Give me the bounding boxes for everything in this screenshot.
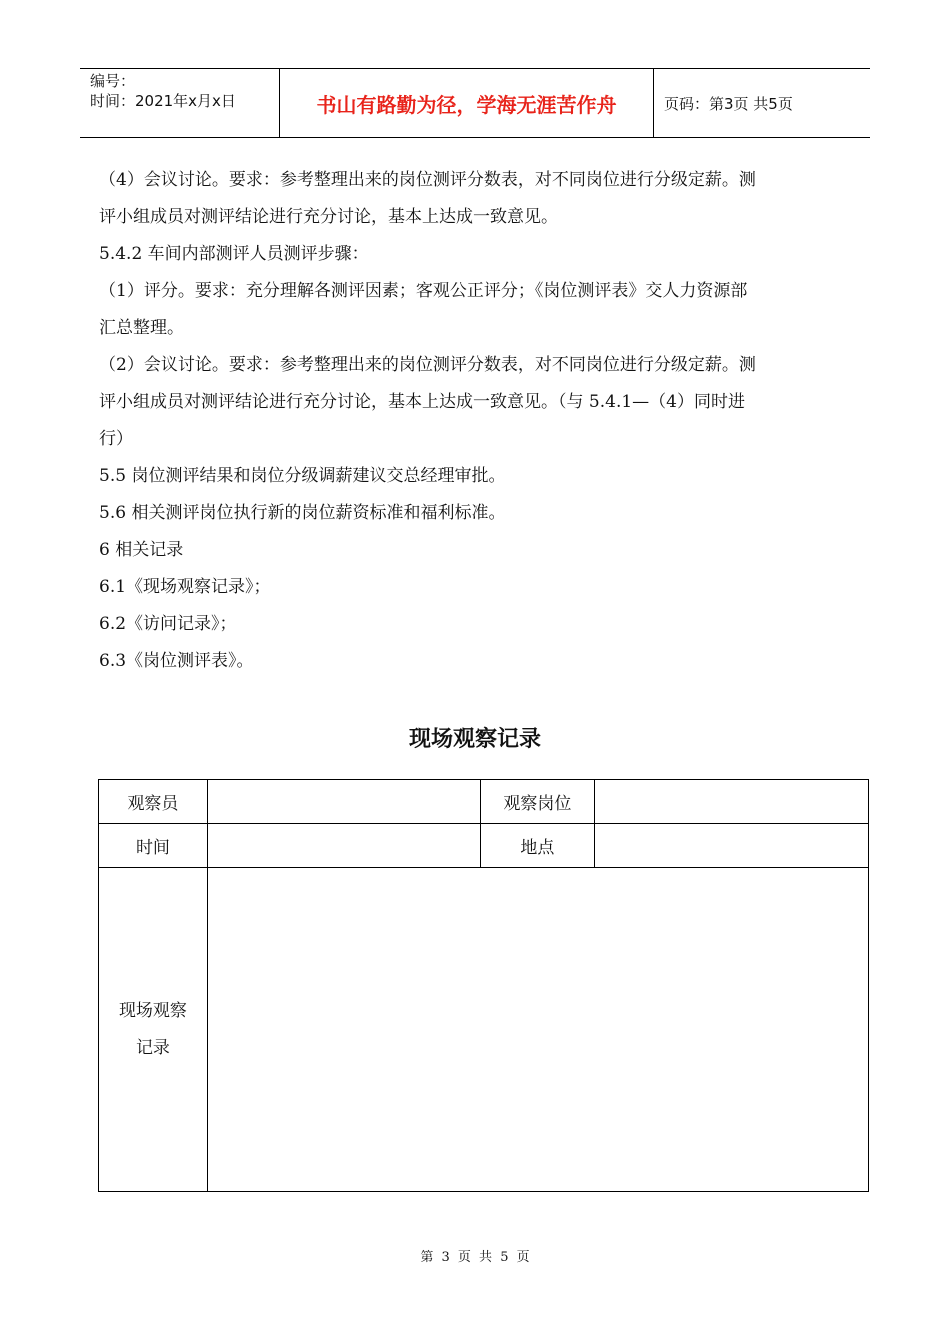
table-row: [99, 868, 869, 1192]
observer-value-cell[interactable]: [207, 780, 480, 824]
page-footer: 第 3 页 共 5 页: [420, 1250, 530, 1265]
table-row: [99, 824, 869, 868]
time-value-cell[interactable]: [207, 824, 480, 868]
observation-table: [98, 779, 869, 1192]
location-label: 地点: [480, 824, 595, 868]
paragraph-line: 汇总整理。: [99, 318, 184, 338]
paragraph-line: （1）评分。要求：充分理解各测评因素；客观公正评分；《岗位测评表》交人力资源部: [99, 281, 748, 301]
paragraph-line: （4）会议讨论。要求：参考整理出来的岗位测评分数表，对不同岗位进行分级定薪。测: [99, 170, 756, 190]
body-text: [99, 162, 859, 680]
paragraph-line: （2）会议讨论。要求：参考整理出来的岗位测评分数表，对不同岗位进行分级定薪。测: [99, 355, 756, 375]
paragraph-line: 行）: [99, 429, 133, 449]
record-label: [99, 868, 208, 1192]
number-label: 编号：: [90, 72, 136, 90]
paragraph-line: 6 相关记录: [99, 540, 184, 560]
paragraph-line: 5.6 相关测评岗位执行新的岗位薪资标准和福利标准。: [99, 503, 506, 523]
time-label: 时间：2021年x月x日: [90, 92, 236, 110]
header-motto: 书山有路勤为径，学海无涯苦作舟: [280, 69, 654, 137]
observer-label: 观察员: [99, 780, 208, 824]
paragraph-line: 5.5 岗位测评结果和岗位分级调薪建议交总经理审批。: [99, 466, 506, 486]
record-label-line: 记录: [135, 1037, 170, 1058]
post-label: 观察岗位: [480, 780, 595, 824]
record-label-line: 现场观察: [118, 1000, 187, 1021]
paragraph-line: 6.2《访问记录》；: [99, 614, 237, 634]
paragraph-line: 评小组成员对测评结论进行充分讨论，基本上达成一致意见。（与 5.4.1—（4）同时进: [99, 392, 745, 412]
paragraph-line: 6.1《现场观察记录》；: [99, 577, 271, 597]
paragraph-line: 5.4.2 车间内部测评人员测评步骤：: [99, 244, 369, 264]
paragraph-line: 6.3《岗位测评表》。: [99, 651, 254, 671]
form-title: 现场观察记录: [408, 727, 541, 752]
record-value-cell[interactable]: [207, 868, 868, 1192]
page-header: [80, 68, 870, 138]
location-value-cell[interactable]: [595, 824, 869, 868]
header-meta: [80, 69, 280, 137]
paragraph-line: 评小组成员对测评结论进行充分讨论，基本上达成一致意见。: [99, 207, 558, 227]
header-page-info: 页码：第3页 共5页: [664, 94, 793, 113]
table-row: [99, 780, 869, 824]
post-value-cell[interactable]: [595, 780, 869, 824]
time-label: 时间: [99, 824, 208, 868]
